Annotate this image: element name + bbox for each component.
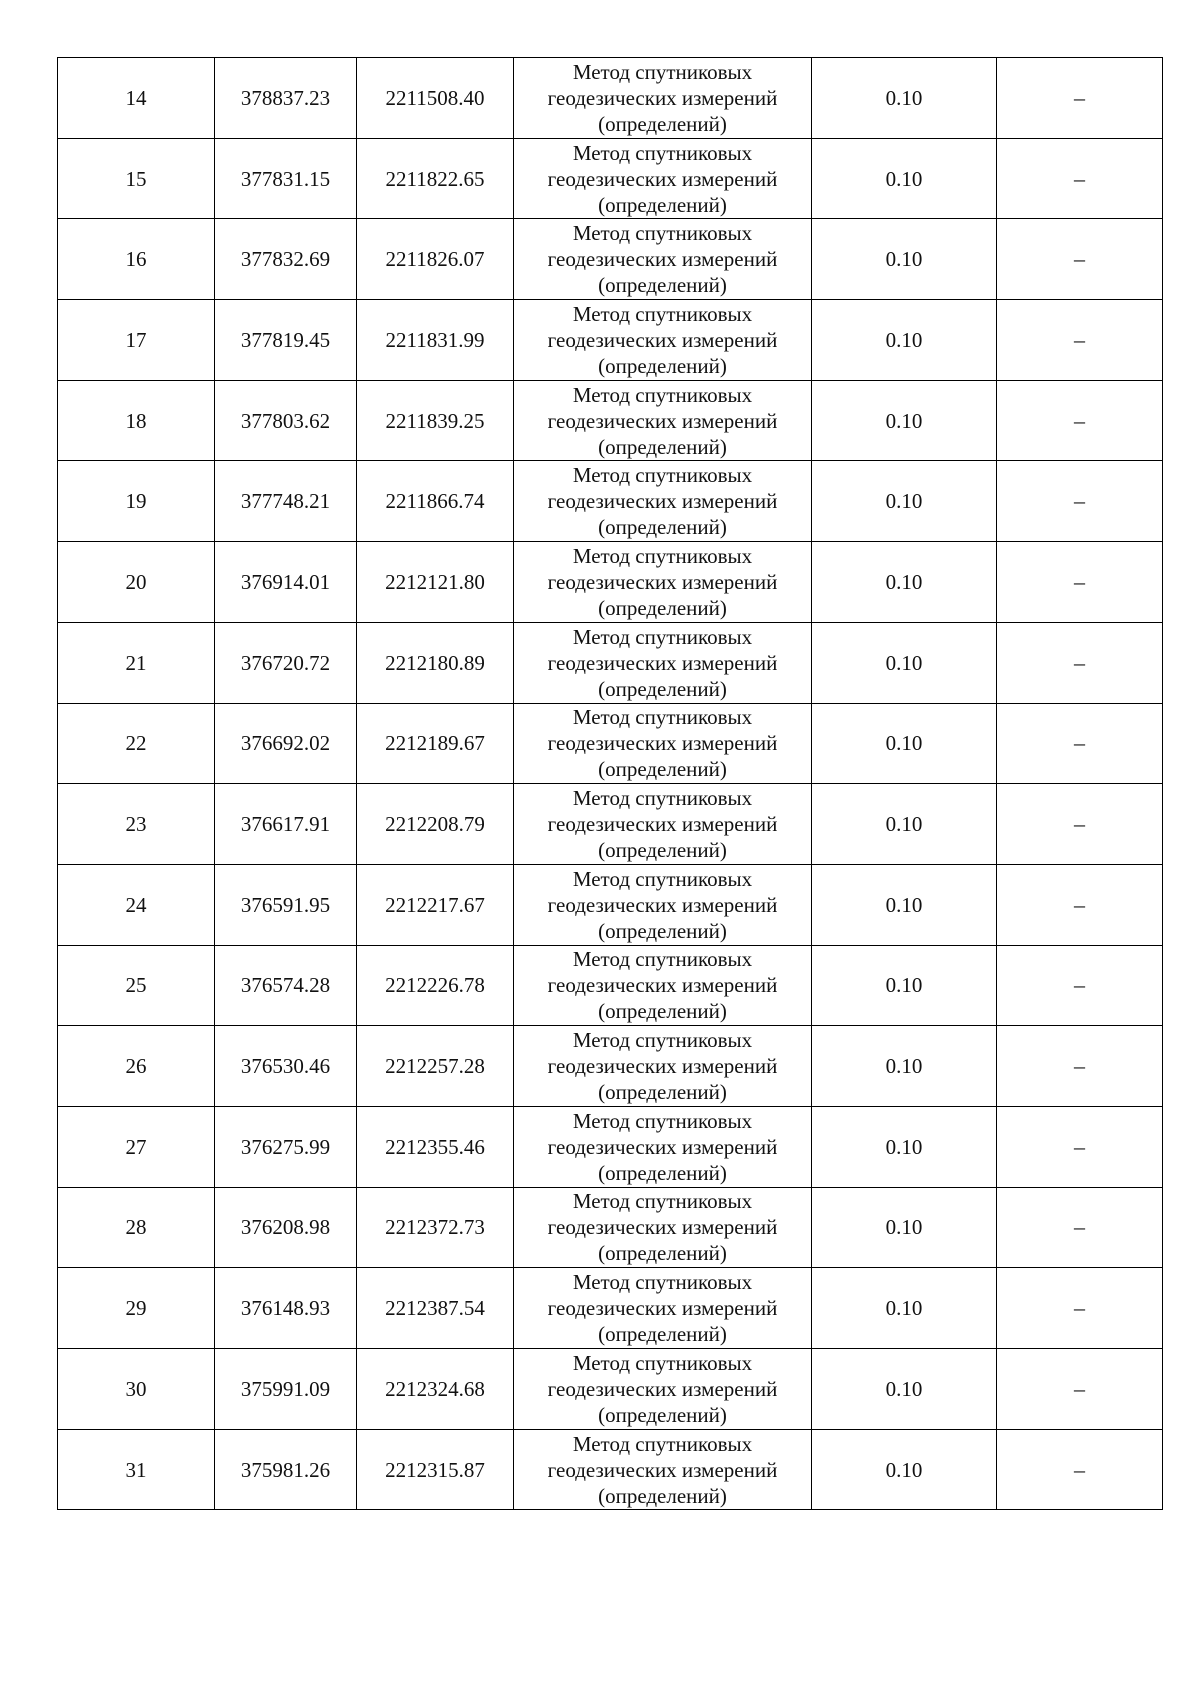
accuracy-value: 0.10 [885, 569, 923, 594]
method-cell [514, 1026, 812, 1107]
accuracy-cell [812, 622, 997, 703]
table-row [58, 461, 1163, 542]
x-coordinate: 377803.62 [240, 408, 331, 433]
point-number: 28 [125, 1215, 147, 1240]
accuracy-value: 0.10 [885, 327, 923, 352]
y-coordinate: 2211866.74 [385, 489, 485, 514]
method-line-2: геодезических измерений [547, 1457, 778, 1482]
point-number: 16 [125, 247, 147, 272]
x-coordinate-cell [215, 1106, 357, 1187]
y-coordinate: 2212355.46 [385, 1134, 485, 1159]
x-coordinate: 376530.46 [240, 1054, 331, 1079]
table-row [58, 542, 1163, 623]
y-coordinate: 2212121.80 [385, 569, 485, 594]
method-line-2: геодезических измерений [547, 569, 778, 594]
y-coordinate: 2211839.25 [385, 408, 485, 433]
note-cell [997, 622, 1163, 703]
accuracy-cell [812, 380, 997, 461]
y-coordinate: 2212226.78 [385, 973, 485, 998]
method-line-1: Метод спутниковых [572, 463, 753, 488]
accuracy-cell [812, 1187, 997, 1268]
point-number-cell [58, 1349, 215, 1430]
note-cell [997, 1349, 1163, 1430]
accuracy-value: 0.10 [885, 1215, 923, 1240]
note-value: – [1074, 568, 1085, 594]
method-line-1: Метод спутниковых [572, 1108, 753, 1133]
method-line-2: геодезических измерений [547, 1134, 778, 1159]
point-number-cell [58, 622, 215, 703]
point-number-cell [58, 945, 215, 1026]
note-cell [997, 461, 1163, 542]
accuracy-value: 0.10 [885, 1134, 923, 1159]
note-value: – [1074, 972, 1085, 998]
point-number: 17 [125, 327, 147, 352]
y-coordinate-cell [357, 300, 514, 381]
y-coordinate: 2211508.40 [385, 85, 485, 110]
point-number: 22 [125, 731, 147, 756]
accuracy-cell [812, 219, 997, 300]
note-cell [997, 219, 1163, 300]
point-number: 31 [125, 1457, 147, 1482]
x-coordinate: 376591.95 [240, 892, 331, 917]
x-coordinate-cell [215, 219, 357, 300]
x-coordinate: 375981.26 [240, 1457, 331, 1482]
table-row [58, 784, 1163, 865]
accuracy-cell [812, 703, 997, 784]
x-coordinate-cell [215, 1429, 357, 1510]
method-line-1: Метод спутниковых [572, 1270, 753, 1295]
method-line-3: (определений) [598, 192, 727, 217]
method-line-2: геодезических измерений [547, 247, 778, 272]
y-coordinate-cell [357, 58, 514, 139]
note-cell [997, 138, 1163, 219]
accuracy-value: 0.10 [885, 1457, 923, 1482]
x-coordinate-cell [215, 622, 357, 703]
x-coordinate-cell [215, 1349, 357, 1430]
x-coordinate: 376914.01 [240, 569, 331, 594]
method-cell [514, 622, 812, 703]
y-coordinate-cell [357, 461, 514, 542]
method-line-2: геодезических измерений [547, 812, 778, 837]
method-cell [514, 542, 812, 623]
note-cell [997, 1187, 1163, 1268]
method-line-1: Метод спутниковых [572, 705, 753, 730]
x-coordinate: 376148.93 [240, 1296, 331, 1321]
method-cell [514, 703, 812, 784]
y-coordinate-cell [357, 1106, 514, 1187]
accuracy-value: 0.10 [885, 650, 923, 675]
note-value: – [1074, 1214, 1085, 1240]
y-coordinate: 2212208.79 [385, 812, 485, 837]
point-number-cell [58, 380, 215, 461]
y-coordinate: 2211831.99 [385, 327, 485, 352]
y-coordinate-cell [357, 1349, 514, 1430]
note-cell [997, 542, 1163, 623]
method-line-3: (определений) [598, 1483, 727, 1508]
accuracy-cell [812, 1429, 997, 1510]
point-number-cell [58, 58, 215, 139]
point-number-cell [58, 542, 215, 623]
method-line-1: Метод спутниковых [572, 59, 753, 84]
y-coordinate: 2212189.67 [385, 731, 485, 756]
accuracy-value: 0.10 [885, 408, 923, 433]
method-line-3: (определений) [598, 1080, 727, 1105]
y-coordinate-cell [357, 542, 514, 623]
x-coordinate-cell [215, 300, 357, 381]
x-coordinate: 377748.21 [240, 489, 331, 514]
x-coordinate-cell [215, 542, 357, 623]
x-coordinate-cell [215, 1187, 357, 1268]
x-coordinate: 376275.99 [240, 1134, 331, 1159]
accuracy-value: 0.10 [885, 892, 923, 917]
coordinates-table [57, 57, 1163, 1510]
x-coordinate: 376692.02 [240, 731, 331, 756]
note-cell [997, 703, 1163, 784]
y-coordinate: 2212315.87 [385, 1457, 485, 1482]
method-line-2: геодезических измерений [547, 408, 778, 433]
point-number-cell [58, 1026, 215, 1107]
method-cell [514, 1349, 812, 1430]
point-number: 30 [125, 1376, 147, 1401]
table-row [58, 1429, 1163, 1510]
point-number: 15 [125, 166, 147, 191]
note-cell [997, 380, 1163, 461]
x-coordinate: 375991.09 [240, 1376, 331, 1401]
table-row [58, 1349, 1163, 1430]
note-value: – [1074, 165, 1085, 191]
point-number: 19 [125, 489, 147, 514]
x-coordinate-cell [215, 703, 357, 784]
method-line-3: (определений) [598, 273, 727, 298]
note-value: – [1074, 407, 1085, 433]
point-number: 23 [125, 812, 147, 837]
accuracy-cell [812, 864, 997, 945]
point-number-cell [58, 1106, 215, 1187]
x-coordinate: 376574.28 [240, 973, 331, 998]
accuracy-cell [812, 1349, 997, 1430]
x-coordinate: 376208.98 [240, 1215, 331, 1240]
method-cell [514, 461, 812, 542]
point-number: 24 [125, 892, 147, 917]
accuracy-cell [812, 945, 997, 1026]
method-line-2: геодезических измерений [547, 731, 778, 756]
note-value: – [1074, 246, 1085, 272]
method-line-3: (определений) [598, 353, 727, 378]
y-coordinate-cell [357, 1187, 514, 1268]
x-coordinate: 377819.45 [240, 327, 331, 352]
table-row [58, 703, 1163, 784]
x-coordinate: 377831.15 [240, 166, 331, 191]
x-coordinate-cell [215, 1268, 357, 1349]
method-line-3: (определений) [598, 918, 727, 943]
table-row [58, 58, 1163, 139]
y-coordinate: 2212372.73 [385, 1215, 485, 1240]
accuracy-cell [812, 138, 997, 219]
method-line-1: Метод спутниковых [572, 382, 753, 407]
y-coordinate-cell [357, 703, 514, 784]
y-coordinate: 2211826.07 [385, 247, 485, 272]
method-line-3: (определений) [598, 1322, 727, 1347]
point-number: 27 [125, 1134, 147, 1159]
method-line-2: геодезических измерений [547, 489, 778, 514]
note-value: – [1074, 326, 1085, 352]
table-row [58, 300, 1163, 381]
method-line-2: геодезических измерений [547, 166, 778, 191]
point-number-cell [58, 1268, 215, 1349]
table-body [58, 58, 1163, 1510]
note-cell [997, 1106, 1163, 1187]
note-cell [997, 300, 1163, 381]
note-value: – [1074, 84, 1085, 110]
table-row [58, 1106, 1163, 1187]
y-coordinate-cell [357, 380, 514, 461]
accuracy-value: 0.10 [885, 1054, 923, 1079]
accuracy-value: 0.10 [885, 1296, 923, 1321]
method-line-3: (определений) [598, 595, 727, 620]
accuracy-value: 0.10 [885, 247, 923, 272]
accuracy-cell [812, 784, 997, 865]
method-line-1: Метод спутниковых [572, 1431, 753, 1456]
x-coordinate-cell [215, 945, 357, 1026]
y-coordinate-cell [357, 945, 514, 1026]
accuracy-value: 0.10 [885, 85, 923, 110]
y-coordinate-cell [357, 1026, 514, 1107]
method-line-3: (определений) [598, 1160, 727, 1185]
note-cell [997, 1268, 1163, 1349]
method-cell [514, 1268, 812, 1349]
method-cell [514, 1106, 812, 1187]
note-cell [997, 864, 1163, 945]
point-number-cell [58, 219, 215, 300]
y-coordinate-cell [357, 1429, 514, 1510]
accuracy-value: 0.10 [885, 731, 923, 756]
x-coordinate: 376720.72 [240, 650, 331, 675]
x-coordinate-cell [215, 784, 357, 865]
method-line-3: (определений) [598, 999, 727, 1024]
note-value: – [1074, 1295, 1085, 1321]
accuracy-cell [812, 1026, 997, 1107]
accuracy-value: 0.10 [885, 166, 923, 191]
x-coordinate-cell [215, 138, 357, 219]
table-row [58, 1187, 1163, 1268]
note-cell [997, 784, 1163, 865]
method-line-1: Метод спутниковых [572, 786, 753, 811]
method-cell [514, 300, 812, 381]
y-coordinate-cell [357, 1268, 514, 1349]
accuracy-cell [812, 542, 997, 623]
note-value: – [1074, 1456, 1085, 1482]
point-number-cell [58, 703, 215, 784]
method-line-1: Метод спутниковых [572, 866, 753, 891]
point-number-cell [58, 138, 215, 219]
x-coordinate-cell [215, 58, 357, 139]
accuracy-cell [812, 58, 997, 139]
method-line-3: (определений) [598, 434, 727, 459]
note-cell [997, 1429, 1163, 1510]
table-row [58, 622, 1163, 703]
method-cell [514, 138, 812, 219]
y-coordinate: 2212217.67 [385, 892, 485, 917]
x-coordinate: 378837.23 [240, 85, 331, 110]
method-cell [514, 864, 812, 945]
method-cell [514, 945, 812, 1026]
table-row [58, 864, 1163, 945]
table-row [58, 945, 1163, 1026]
method-line-3: (определений) [598, 1241, 727, 1266]
accuracy-value: 0.10 [885, 1376, 923, 1401]
method-line-2: геодезических измерений [547, 85, 778, 110]
table-row [58, 138, 1163, 219]
method-cell [514, 1187, 812, 1268]
table-row [58, 1268, 1163, 1349]
method-line-2: геодезических измерений [547, 1376, 778, 1401]
y-coordinate: 2212180.89 [385, 650, 485, 675]
method-line-2: геодезических измерений [547, 1296, 778, 1321]
y-coordinate-cell [357, 219, 514, 300]
method-line-3: (определений) [598, 515, 727, 540]
method-line-2: геодезических измерений [547, 1054, 778, 1079]
table-row [58, 1026, 1163, 1107]
y-coordinate: 2211822.65 [385, 166, 485, 191]
method-cell [514, 380, 812, 461]
method-line-2: геодезических измерений [547, 650, 778, 675]
x-coordinate-cell [215, 1026, 357, 1107]
method-line-1: Метод спутниковых [572, 140, 753, 165]
method-line-1: Метод спутниковых [572, 543, 753, 568]
accuracy-value: 0.10 [885, 973, 923, 998]
method-line-2: геодезических измерений [547, 973, 778, 998]
note-value: – [1074, 649, 1085, 675]
method-line-1: Метод спутниковых [572, 221, 753, 246]
method-cell [514, 784, 812, 865]
accuracy-value: 0.10 [885, 812, 923, 837]
accuracy-cell [812, 300, 997, 381]
method-line-2: геодезических измерений [547, 892, 778, 917]
method-cell [514, 1429, 812, 1510]
point-number: 25 [125, 973, 147, 998]
point-number: 26 [125, 1054, 147, 1079]
method-line-1: Метод спутниковых [572, 301, 753, 326]
x-coordinate: 376617.91 [240, 812, 331, 837]
point-number: 18 [125, 408, 147, 433]
note-value: – [1074, 1053, 1085, 1079]
y-coordinate-cell [357, 622, 514, 703]
note-value: – [1074, 1133, 1085, 1159]
point-number: 14 [125, 85, 147, 110]
table-row [58, 219, 1163, 300]
method-line-1: Метод спутниковых [572, 1028, 753, 1053]
note-cell [997, 58, 1163, 139]
method-line-3: (определений) [598, 676, 727, 701]
method-line-3: (определений) [598, 757, 727, 782]
accuracy-cell [812, 461, 997, 542]
x-coordinate: 377832.69 [240, 247, 331, 272]
note-value: – [1074, 891, 1085, 917]
note-value: – [1074, 488, 1085, 514]
x-coordinate-cell [215, 461, 357, 542]
point-number-cell [58, 784, 215, 865]
y-coordinate-cell [357, 784, 514, 865]
method-cell [514, 58, 812, 139]
method-line-2: геодезических измерений [547, 327, 778, 352]
note-cell [997, 1026, 1163, 1107]
accuracy-value: 0.10 [885, 489, 923, 514]
accuracy-cell [812, 1106, 997, 1187]
point-number: 21 [125, 650, 147, 675]
point-number-cell [58, 1429, 215, 1510]
point-number: 20 [125, 569, 147, 594]
table-row [58, 380, 1163, 461]
method-line-1: Метод спутниковых [572, 1189, 753, 1214]
method-line-1: Метод спутниковых [572, 1350, 753, 1375]
point-number-cell [58, 300, 215, 381]
y-coordinate: 2212324.68 [385, 1376, 485, 1401]
note-value: – [1074, 1375, 1085, 1401]
point-number-cell [58, 1187, 215, 1268]
y-coordinate: 2212387.54 [385, 1296, 485, 1321]
method-line-1: Метод спутниковых [572, 624, 753, 649]
point-number-cell [58, 864, 215, 945]
note-cell [997, 945, 1163, 1026]
note-value: – [1074, 811, 1085, 837]
y-coordinate: 2212257.28 [385, 1054, 485, 1079]
accuracy-cell [812, 1268, 997, 1349]
point-number-cell [58, 461, 215, 542]
x-coordinate-cell [215, 864, 357, 945]
note-value: – [1074, 730, 1085, 756]
point-number: 29 [125, 1296, 147, 1321]
y-coordinate-cell [357, 138, 514, 219]
method-line-1: Метод спутниковых [572, 947, 753, 972]
method-line-3: (определений) [598, 838, 727, 863]
method-line-3: (определений) [598, 1402, 727, 1427]
y-coordinate-cell [357, 864, 514, 945]
method-cell [514, 219, 812, 300]
method-line-3: (определений) [598, 111, 727, 136]
x-coordinate-cell [215, 380, 357, 461]
method-line-2: геодезических измерений [547, 1215, 778, 1240]
